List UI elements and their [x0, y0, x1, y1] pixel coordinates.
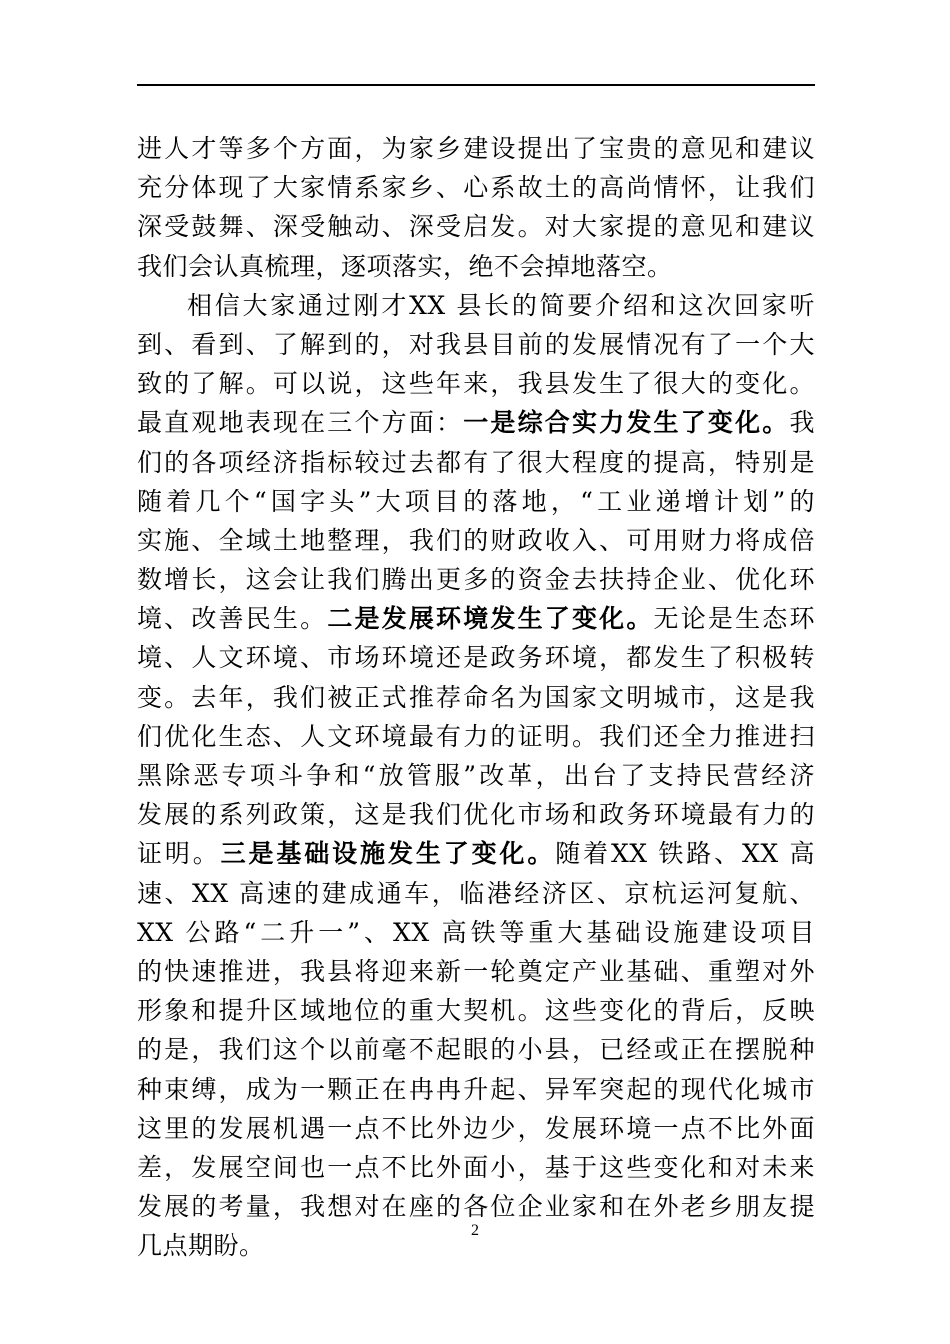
- line-text: 无论是生态环: [653, 604, 815, 634]
- line-text: 深受鼓舞、深受触动、深受启发。对大家提的意见和建议: [137, 212, 815, 242]
- line-text: 的是，我们这个以前毫不起眼的小县，已经或正在摆脱种: [137, 1035, 815, 1065]
- line-text: 数增长，这会让我们腾出更多的资金去扶持企业、优化环: [137, 565, 815, 595]
- text-line: [137, 560, 815, 599]
- line-text: 随着XX 铁路、XX 高: [555, 839, 815, 869]
- line-text: 实施、全域土地整理，我们的财政收入、可用财力将成倍: [137, 525, 815, 555]
- line-text: 几点期盼。: [137, 1231, 265, 1261]
- text-line: [137, 168, 815, 207]
- text-line: [137, 403, 815, 442]
- text-line: [137, 443, 815, 482]
- line-text: 证明。: [137, 839, 221, 869]
- text-line: [137, 1030, 815, 1069]
- line-text: 种束缚，成为一颗正在冉冉升起、异军突起的现代化城市: [137, 1074, 815, 1104]
- text-line: [137, 207, 815, 246]
- text-line: [137, 1109, 815, 1148]
- line-text: 们优化生态、人文环境最有力的证明。我们还全力推进扫: [137, 721, 815, 751]
- line-text: 境、人文环境、市场环境还是政务环境，都发生了积极转: [137, 643, 815, 673]
- line-text: 相信大家通过刚才XX 县长的简要介绍和这次回家听: [187, 290, 815, 320]
- line-text: 进人才等多个方面，为家乡建设提出了宝贵的意见和建议: [137, 134, 815, 163]
- text-line: [137, 756, 815, 795]
- text-line: [137, 325, 815, 364]
- text-line: [137, 1148, 815, 1187]
- paragraph: [137, 129, 815, 286]
- line-text: 们的各项经济指标较过去都有了很大程度的提高，特别是: [137, 447, 815, 477]
- line-text: 境、改善民生。: [137, 604, 328, 634]
- text-line: [137, 1187, 815, 1226]
- text-line: [137, 521, 815, 560]
- line-text: 最直观地表现在三个方面：: [137, 408, 464, 438]
- line-text: 黑除恶专项斗争和“放管服”改革，出台了支持民营经济: [137, 761, 815, 790]
- text-line: [137, 129, 815, 168]
- line-text: 随着几个“国字头”大项目的落地，“工业递增计划”的: [137, 486, 815, 516]
- text-line: [137, 991, 815, 1030]
- header-rule: [137, 84, 815, 86]
- text-line: [137, 482, 815, 521]
- bold-heading-text: 一是综合实力发生了变化。: [463, 408, 790, 438]
- text-line: [137, 913, 815, 952]
- text-line: [137, 247, 815, 286]
- paragraph: [137, 286, 815, 1266]
- line-text: 差，发展空间也一点不比外面小，基于这些变化和对未来: [137, 1152, 815, 1182]
- bold-heading-text: 三是基础设施发生了变化。: [220, 839, 556, 869]
- text-line: [137, 834, 815, 873]
- line-text: 发展的系列政策，这是我们优化市场和政务环境最有力的: [137, 800, 815, 830]
- text-line: [137, 599, 815, 638]
- line-text: 变。去年，我们被正式推荐命名为国家文明城市，这是我: [137, 682, 815, 712]
- body-text: [137, 129, 815, 1265]
- line-text: 速、XX 高速的建成通车，临港经济区、京杭运河复航、: [137, 878, 815, 908]
- text-line: [137, 638, 815, 677]
- line-text: 充分体现了大家情系家乡、心系故土的高尚情怀，让我们: [137, 173, 815, 203]
- line-text: 致的了解。可以说，这些年来，我县发生了很大的变化。: [137, 369, 815, 399]
- text-line: [137, 1070, 815, 1109]
- page-number: 2: [471, 1222, 479, 1239]
- line-text: 我: [789, 408, 815, 438]
- text-line: [137, 364, 815, 403]
- text-line: [137, 952, 815, 991]
- bold-heading-text: 二是发展环境发生了变化。: [327, 604, 654, 634]
- line-text: 发展的考量，我想对在座的各位企业家和在外老乡朋友提: [137, 1192, 815, 1222]
- text-line: [137, 717, 815, 756]
- line-text: 这里的发展机遇一点不比外边少，发展环境一点不比外面: [137, 1113, 815, 1143]
- line-text: 我们会认真梳理，逐项落实，绝不会掉地落空。: [137, 251, 673, 281]
- line-text: 的快速推进，我县将迎来新一轮奠定产业基础、重塑对外: [137, 956, 815, 986]
- line-text: 形象和提升区域地位的重大契机。这些变化的背后，反映: [137, 996, 815, 1026]
- text-line: [137, 874, 815, 913]
- text-line: [137, 678, 815, 717]
- line-text: 到、看到、了解到的，对我县目前的发展情况有了一个大: [137, 329, 815, 359]
- text-line: [137, 286, 815, 325]
- line-text: XX 公路“二升一”、XX 高铁等重大基础设施建设项目: [137, 917, 815, 947]
- text-line: [137, 795, 815, 834]
